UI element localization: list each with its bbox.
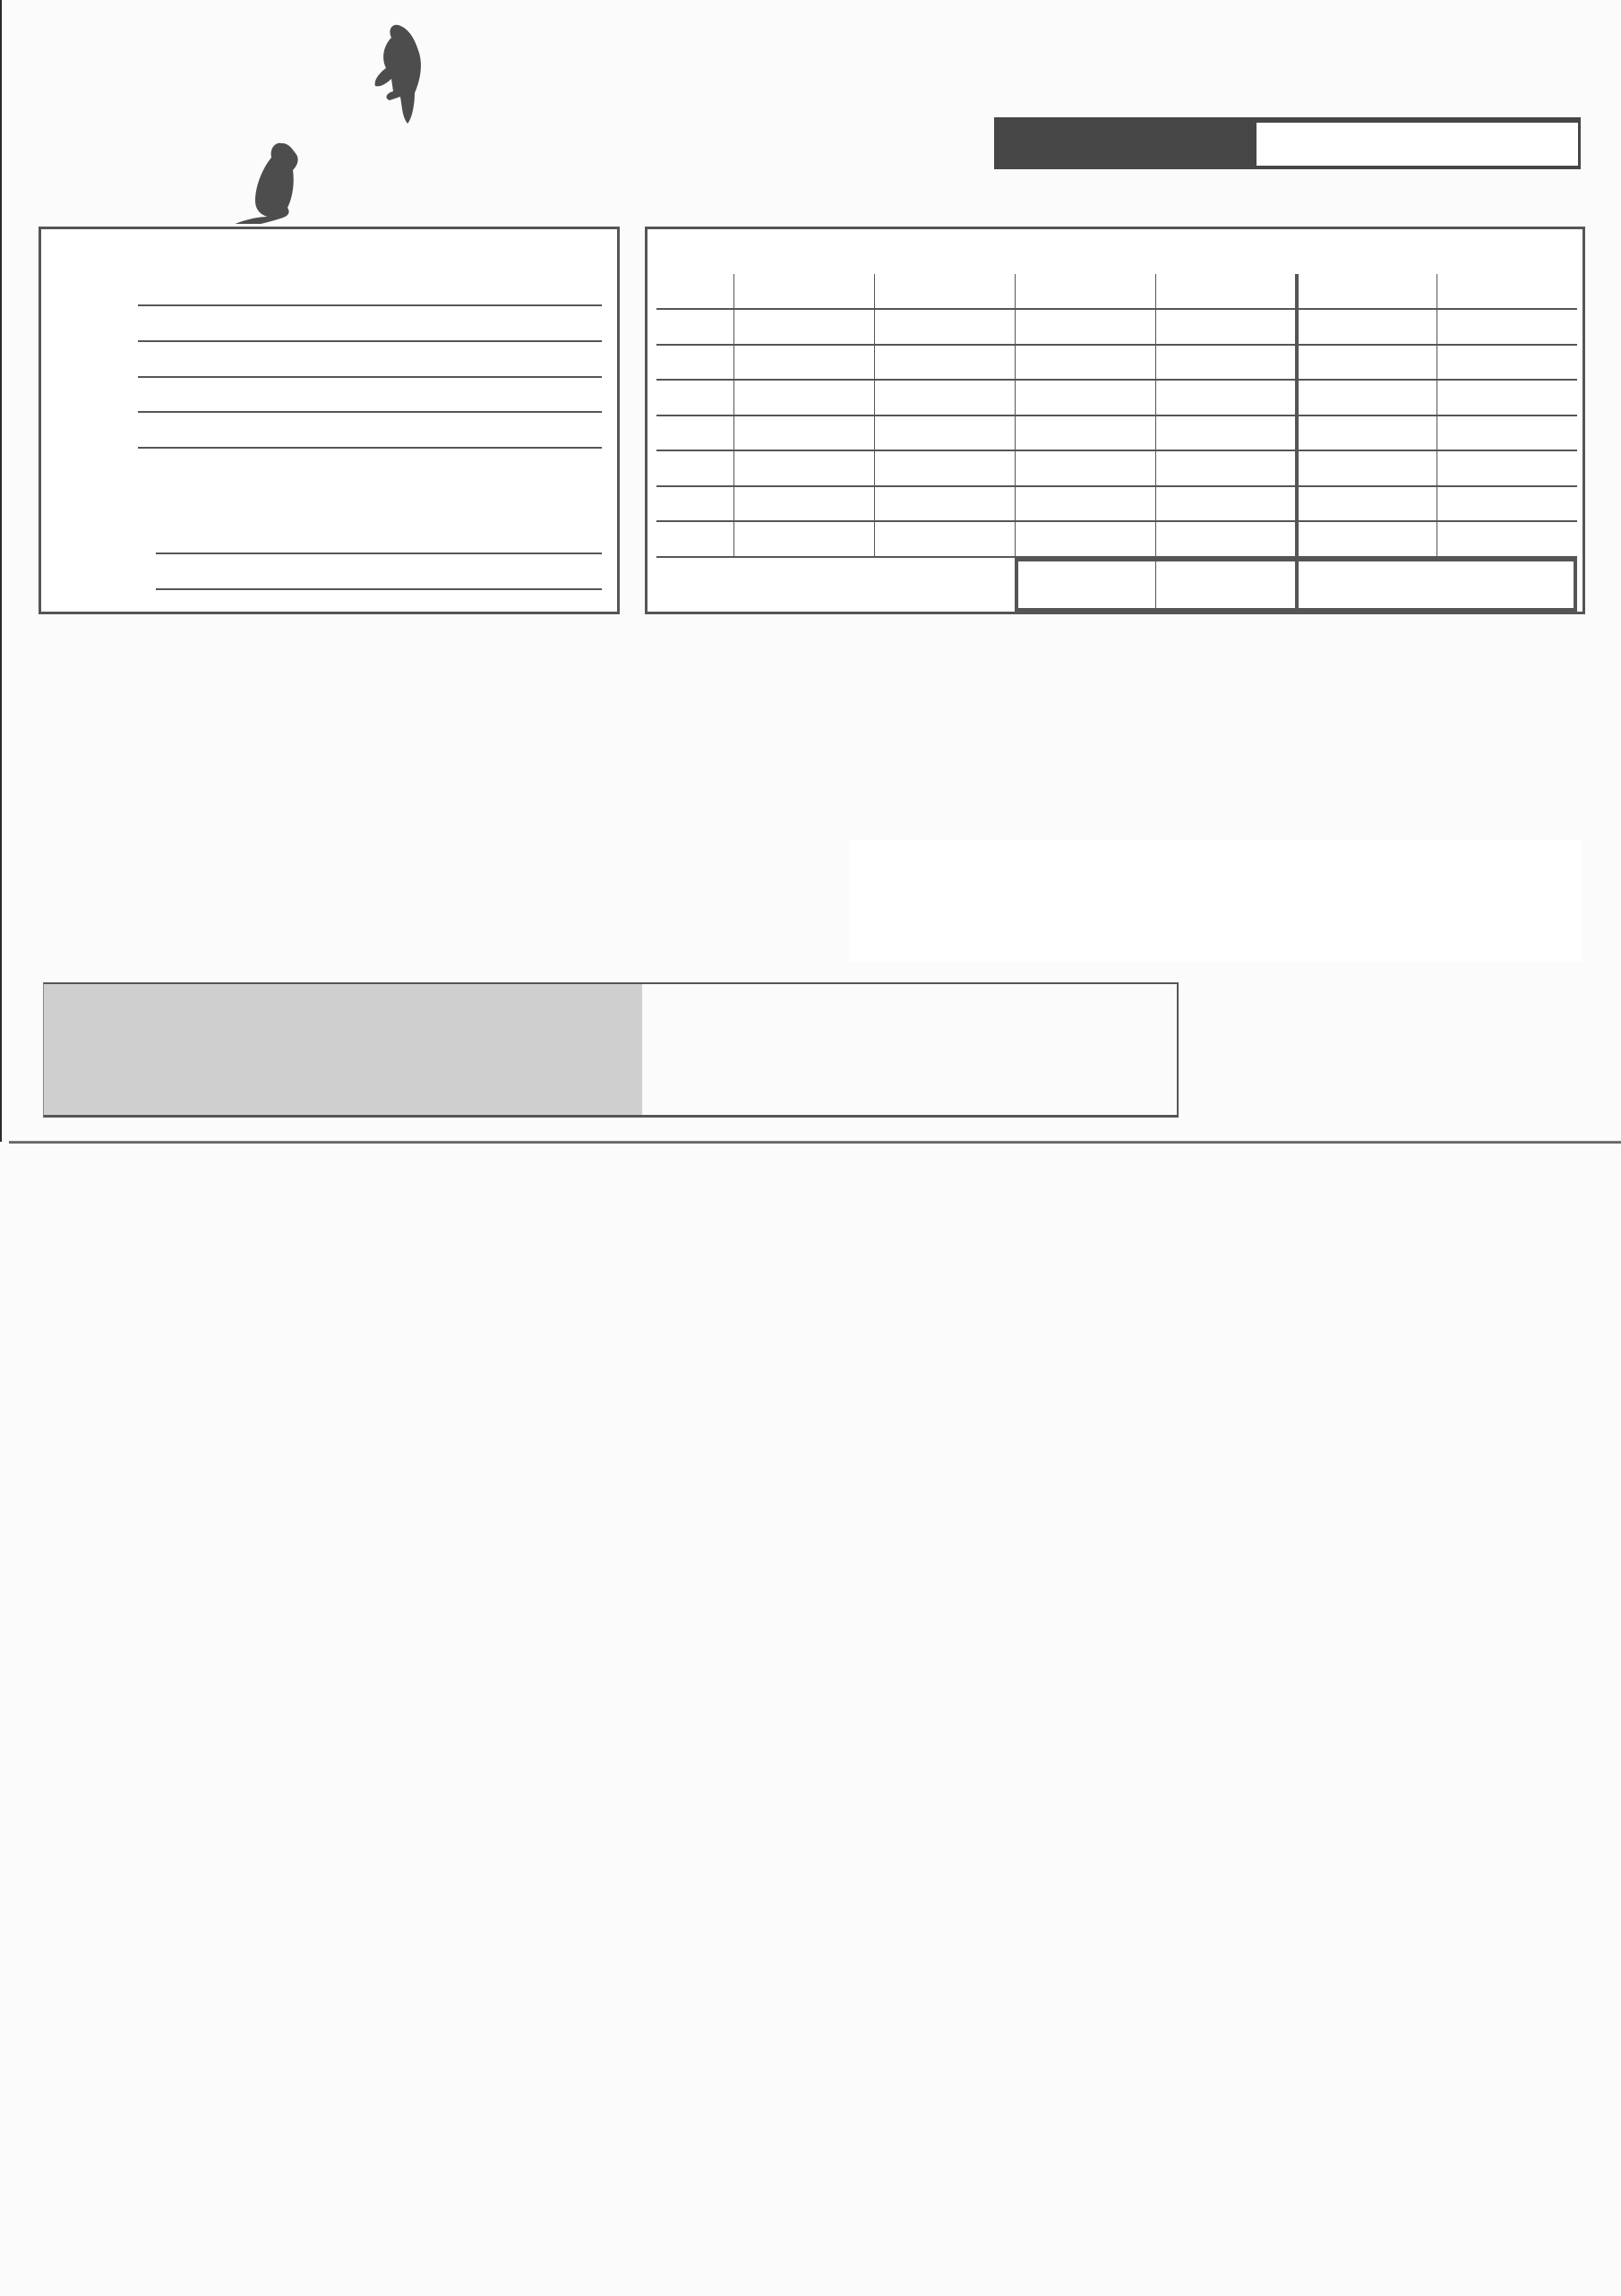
address-field-3[interactable] (138, 388, 602, 413)
hours-cell-mon-break[interactable] (1018, 347, 1155, 378)
client-declaration-shade (44, 984, 642, 1115)
employee-declaration (42, 649, 828, 656)
contact-field[interactable] (138, 424, 602, 449)
hours-cell-tues-poa[interactable] (1159, 382, 1296, 413)
grid-row-line (656, 415, 1577, 416)
worker-name-field[interactable] (156, 529, 602, 554)
total-hours-cell-basic[interactable] (1161, 565, 1292, 603)
company-field[interactable] (138, 281, 602, 306)
hours-cell-sun-start[interactable] (737, 312, 874, 342)
hours-cell-sat-start[interactable] (737, 524, 874, 554)
hours-cell-sun-poa[interactable] (1159, 312, 1296, 342)
option-a-declaration (42, 834, 828, 841)
hours-table (645, 227, 1585, 614)
address-field-1[interactable] (138, 317, 602, 342)
beaver-icon (40, 18, 452, 224)
hours-cell-fri-poa[interactable] (1159, 489, 1296, 519)
hours-cell-fri-start[interactable] (737, 489, 874, 519)
week-ending-bar (994, 117, 1581, 169)
hours-cell-wed-poa[interactable] (1159, 418, 1296, 449)
hours-cell-sun-basic[interactable] (1299, 312, 1437, 342)
company-logo (40, 18, 452, 224)
hours-cell-tues-overtime[interactable] (1440, 382, 1577, 413)
hours-cell-sat-finish[interactable] (878, 524, 1015, 554)
grid-row-line (656, 485, 1577, 487)
hours-cell-sun-break[interactable] (1018, 312, 1155, 342)
order-number-field[interactable] (156, 565, 602, 590)
hours-cell-tues-start[interactable] (737, 382, 874, 413)
grid-row-line (656, 450, 1577, 451)
other-work-table (849, 840, 1582, 962)
hours-cell-thurs-poa[interactable] (1159, 453, 1296, 484)
total-hours-cell-poa[interactable] (1020, 565, 1152, 603)
option-b-declaration (851, 649, 1581, 656)
hours-cell-thurs-finish[interactable] (878, 453, 1015, 484)
hours-cell-wed-start[interactable] (737, 418, 874, 449)
hours-cell-wed-finish[interactable] (878, 418, 1015, 449)
hours-cell-mon-overtime[interactable] (1440, 347, 1577, 378)
hours-cell-thurs-start[interactable] (737, 453, 874, 484)
hours-cell-fri-basic[interactable] (1299, 489, 1437, 519)
hours-cell-sat-basic[interactable] (1299, 524, 1437, 554)
hours-cell-wed-basic[interactable] (1299, 418, 1437, 449)
grid-row-line (656, 308, 1577, 310)
grid-column-line (1155, 556, 1156, 608)
hours-cell-mon-basic[interactable] (1299, 347, 1437, 378)
hours-cell-mon-start[interactable] (737, 347, 874, 378)
client-details-box (39, 227, 620, 614)
timesheet-copy-1 (0, 0, 1621, 1146)
client-declaration-box (43, 982, 1179, 1118)
hours-cell-sat-break[interactable] (1018, 524, 1155, 554)
grid-row-line (656, 379, 1577, 381)
hours-cell-thurs-basic[interactable] (1299, 453, 1437, 484)
hours-cell-sun-overtime[interactable] (1440, 312, 1577, 342)
hours-cell-sun-finish[interactable] (878, 312, 1015, 342)
hours-cell-tues-finish[interactable] (878, 382, 1015, 413)
timesheet-copy-2 (0, 1150, 1621, 2296)
hours-cell-fri-overtime[interactable] (1440, 489, 1577, 519)
hours-cell-tues-basic[interactable] (1299, 382, 1437, 413)
total-hours-cell-overtime[interactable] (1301, 565, 1433, 603)
address-field-2[interactable] (138, 353, 602, 378)
grid-row-line (656, 344, 1577, 346)
hours-cell-sat-overtime[interactable] (1440, 524, 1577, 554)
hours-cell-tues-break[interactable] (1018, 382, 1155, 413)
hours-cell-fri-finish[interactable] (878, 489, 1015, 519)
hours-cell-fri-break[interactable] (1018, 489, 1155, 519)
hours-cell-mon-finish[interactable] (878, 347, 1015, 378)
hours-cell-sat-poa[interactable] (1159, 524, 1296, 554)
week-ending-date-field[interactable] (1256, 123, 1578, 166)
hours-cell-wed-break[interactable] (1018, 418, 1155, 449)
hours-cell-thurs-overtime[interactable] (1440, 453, 1577, 484)
hours-cell-wed-overtime[interactable] (1440, 418, 1577, 449)
hours-cell-thurs-break[interactable] (1018, 453, 1155, 484)
grid-row-line (656, 520, 1577, 522)
hours-cell-mon-poa[interactable] (1159, 347, 1296, 378)
